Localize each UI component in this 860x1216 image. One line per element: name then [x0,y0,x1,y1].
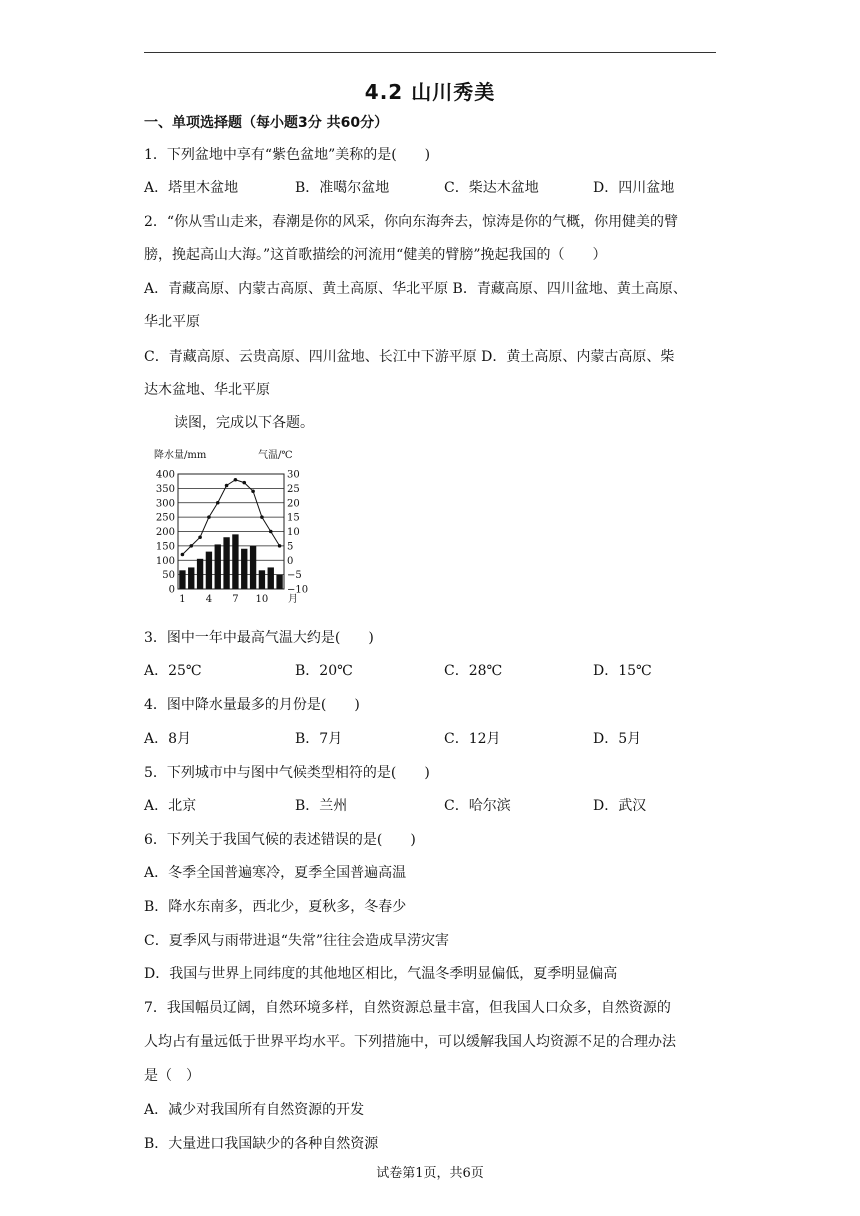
left-axis-label: 降水量/mm [154,450,207,461]
precip-bar [276,575,282,589]
q6-option-b: B．降水东南多，西北少，夏秋多，冬春少 [144,899,407,915]
right-axis-label: 气温/℃ [258,450,293,461]
left-tick-label: 0 [168,584,175,596]
temperature-point [198,535,202,539]
q4-stem: 4．图中降水量最多的月份是( ) [144,697,360,713]
x-unit-label: 月 [288,594,298,605]
left-tick-label: 150 [155,541,175,553]
left-tick-label: 100 [155,555,175,567]
q7-option-a: A．减少对我国所有自然资源的开发 [144,1102,365,1118]
precip-bar [259,570,265,589]
q7-stem-line2: 人均占有量远低于世界平均水平。下列措施中，可以缓解我国人均资源不足的合理办法 [144,1034,676,1050]
q2-option-line3: C．青藏高原、云贵高原、四川盆地、长江中下游平原 D．黄土高原、内蒙古高原、柴 [144,349,675,365]
left-tick-label: 250 [155,512,175,524]
q3-option-a: A．25℃ [144,663,202,679]
left-tick-label: 300 [155,498,175,510]
precip-bar [215,544,221,589]
right-tick-label: 25 [287,483,300,495]
left-tick-label: 50 [162,570,175,582]
precip-bar [188,567,194,589]
right-tick-label: 0 [287,555,294,567]
q3-option-d: D．15℃ [593,663,652,679]
q1-option-d: D．四川盆地 [593,180,675,196]
q1-option-b: B．准噶尔盆地 [295,180,390,196]
precip-bar [223,537,229,589]
precip-bar [241,549,247,589]
q4-option-b: B．7月 [295,731,343,747]
temperature-point [207,515,211,519]
right-tick-label: 10 [287,527,300,538]
q6-option-a: A．冬季全国普遍寒冷，夏季全国普遍高温 [144,865,407,881]
precip-bar [268,567,274,589]
q2-stem-line1: 2．“你从雪山走来，春潮是你的风采，你向东海奔去，惊涛是你的气概，你用健美的臂 [144,214,679,230]
header-rule [144,52,716,53]
temperature-point [216,501,220,505]
temperature-point [181,553,185,557]
q2-stem-line2: 膀，挽起高山大海。”这首歌描绘的河流用“健美的臂膀”挽起我国的（ ） [144,247,607,263]
right-tick-label: −10 [287,584,309,596]
q1-option-a: A．塔里木盆地 [144,180,239,196]
right-tick-label: 5 [287,541,294,553]
q1-stem: 1．下列盆地中享有“紫色盆地”美称的是( ) [144,147,431,163]
q4-option-a: A．8月 [144,731,192,747]
temperature-point [260,515,264,519]
precip-bar [206,552,212,589]
climate-chart [144,440,314,610]
temperature-point [225,484,229,488]
temperature-point [251,489,255,493]
q2-option-line4: 达木盆地、华北平原 [144,382,270,398]
read-instruction: 读图，完成以下各题。 [174,415,314,431]
q1-option-c: C．柴达木盆地 [444,180,539,196]
section-heading: 一、单项选择题（每小题3分 共60分） [144,115,389,131]
q7-stem-line3: 是（ ） [144,1068,200,1084]
q7-option-b: B．大量进口我国缺少的各种自然资源 [144,1136,379,1152]
temperature-point [269,530,273,534]
right-tick-label: −5 [287,570,302,582]
q2-option-line1: A．青藏高原、内蒙古高原、黄土高原、华北平原 B．青藏高原、四川盆地、黄土高原、 [144,281,687,297]
right-tick-label: 15 [287,512,300,524]
precip-bar [232,534,238,589]
q2-option-line2: 华北平原 [144,314,200,330]
temperature-point [189,544,193,548]
page-title: 4.2 山川秀美 [364,80,496,104]
temperature-point [234,478,238,482]
precip-bar [179,570,185,589]
q5-option-c: C．哈尔滨 [444,798,511,814]
x-tick-label: 4 [205,594,213,605]
q4-option-d: D．5月 [593,731,642,747]
q5-stem: 5．下列城市中与图中气候类型相符的是( ) [144,765,430,781]
precip-bar [197,559,203,589]
q4-option-c: C．12月 [444,731,501,747]
left-tick-label: 400 [155,469,175,481]
page-footer: 试卷第1页，共6页 [376,1166,484,1181]
left-tick-label: 350 [155,483,175,495]
temperature-point [278,544,282,548]
q3-option-c: C．28℃ [444,663,503,679]
x-tick-label: 7 [232,594,239,605]
q6-stem: 6．下列关于我国气候的表述错误的是( ) [144,832,416,848]
left-tick-label: 200 [155,527,175,538]
q6-option-d: D．我国与世界上同纬度的其他地区相比，气温冬季明显偏低，夏季明显偏高 [144,966,618,982]
q7-stem-line1: 7．我国幅员辽阔，自然环境多样，自然资源总量丰富，但我国人口众多，自然资源的 [144,1000,671,1016]
right-tick-label: 20 [287,498,300,510]
q5-option-b: B．兰州 [295,798,348,814]
x-tick-label: 10 [255,594,269,605]
q3-stem: 3．图中一年中最高气温大约是( ) [144,630,374,646]
x-tick-label: 1 [179,594,186,605]
temperature-point [242,481,246,485]
q3-option-b: B．20℃ [295,663,353,679]
q6-option-c: C．夏季风与雨带进退“失常”往往会造成旱涝灾害 [144,933,450,949]
precip-bar [250,546,256,589]
right-tick-label: 30 [287,469,300,481]
q5-option-d: D．武汉 [593,798,647,814]
q5-option-a: A．北京 [144,798,197,814]
